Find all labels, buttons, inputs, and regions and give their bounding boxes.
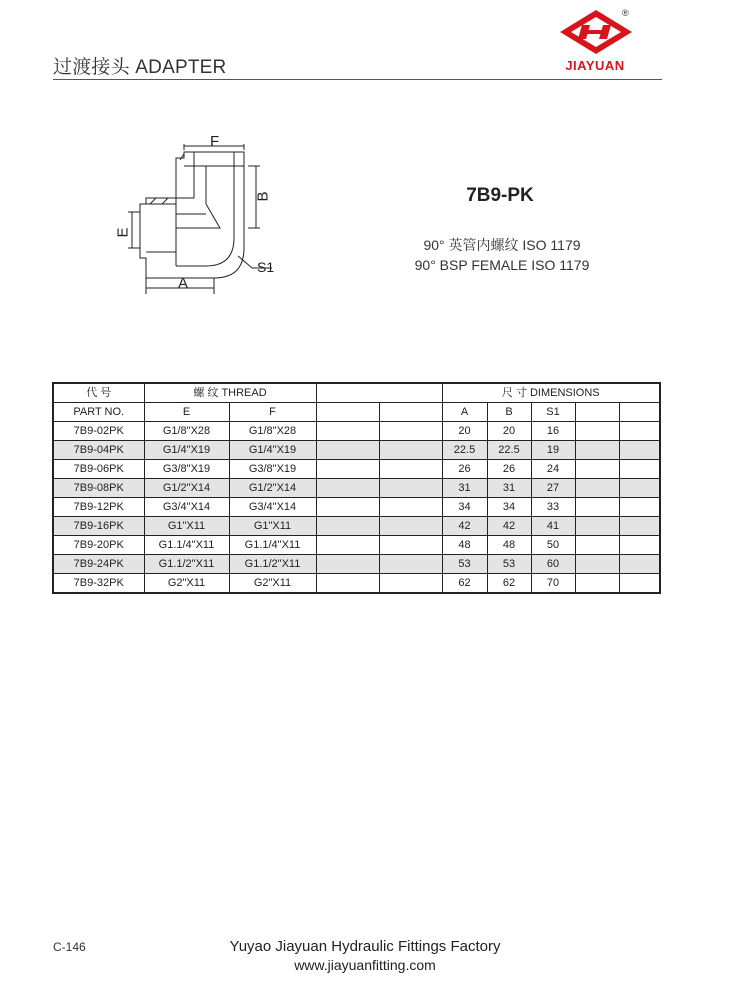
cell-empty [379, 498, 442, 517]
cell-f: G1/8"X28 [229, 422, 316, 441]
cell-f: G3/4"X14 [229, 498, 316, 517]
table-row [53, 517, 660, 536]
dimension-label-s1: S1 [257, 259, 275, 275]
company-website: www.jiayuanfitting.com [294, 957, 436, 973]
cell-empty [379, 517, 442, 536]
column-empty-3 [575, 403, 619, 422]
cell-part: 7B9-24PK [53, 555, 144, 574]
cell-e: G1.1/2"X11 [144, 555, 229, 574]
dimension-label-b: B [254, 191, 272, 202]
dimension-label-f: F [210, 133, 220, 150]
cell-s1: 19 [531, 441, 575, 460]
cell-empty [619, 574, 660, 594]
cell-part: 7B9-20PK [53, 536, 144, 555]
cell-empty [316, 422, 379, 441]
cell-empty [379, 422, 442, 441]
cell-s1: 60 [531, 555, 575, 574]
cell-empty [575, 574, 619, 594]
cell-empty [379, 460, 442, 479]
cell-empty [619, 536, 660, 555]
cell-s1: 27 [531, 479, 575, 498]
column-empty-1 [316, 403, 379, 422]
cell-b: 34 [487, 498, 531, 517]
cell-f: G1/2"X14 [229, 479, 316, 498]
cell-a: 26 [442, 460, 487, 479]
cell-empty [619, 460, 660, 479]
cell-a: 34 [442, 498, 487, 517]
cell-empty [316, 536, 379, 555]
brand-logo [556, 8, 636, 76]
cell-s1: 70 [531, 574, 575, 594]
cell-part: 7B9-16PK [53, 517, 144, 536]
page-number: C-146 [53, 940, 86, 954]
company-name: Yuyao Jiayuan Hydraulic Fittings Factory [229, 938, 501, 955]
table-row [53, 555, 660, 574]
cell-empty [575, 479, 619, 498]
cell-empty [619, 479, 660, 498]
cell-part: 7B9-06PK [53, 460, 144, 479]
cell-empty [379, 479, 442, 498]
table-row [53, 460, 660, 479]
cell-b: 26 [487, 460, 531, 479]
cell-b: 53 [487, 555, 531, 574]
cell-f: G3/8"X19 [229, 460, 316, 479]
column-s1: S1 [531, 403, 575, 422]
header-empty [316, 383, 442, 403]
column-empty-2 [379, 403, 442, 422]
cell-empty [316, 517, 379, 536]
cell-a: 22.5 [442, 441, 487, 460]
cell-part: 7B9-08PK [53, 479, 144, 498]
cell-empty [379, 441, 442, 460]
header-dimensions: 尺 寸 DIMENSIONS [442, 383, 660, 403]
cell-empty [575, 536, 619, 555]
cell-empty [575, 517, 619, 536]
cell-s1: 24 [531, 460, 575, 479]
column-e: E [144, 403, 229, 422]
cell-a: 20 [442, 422, 487, 441]
dimension-label-a: A [178, 275, 189, 292]
cell-empty [316, 555, 379, 574]
cell-part: 7B9-04PK [53, 441, 144, 460]
cell-empty [316, 479, 379, 498]
cell-e: G1/2"X14 [144, 479, 229, 498]
cell-empty [575, 498, 619, 517]
cell-b: 31 [487, 479, 531, 498]
cell-a: 53 [442, 555, 487, 574]
header-divider [53, 79, 662, 80]
header-thread: 螺 纹 THREAD [144, 383, 316, 403]
header-code: 代 号 [53, 383, 144, 403]
cell-b: 22.5 [487, 441, 531, 460]
cell-e: G2"X11 [144, 574, 229, 594]
product-model: 7B9-PK [466, 185, 534, 206]
column-b: B [487, 403, 531, 422]
cell-empty [379, 574, 442, 594]
cell-empty [619, 441, 660, 460]
cell-b: 62 [487, 574, 531, 594]
table-row [53, 422, 660, 441]
table-row [53, 498, 660, 517]
cell-empty [619, 498, 660, 517]
product-description-cn: 90° 英管内螺纹 ISO 1179 [423, 237, 581, 253]
table-header-row-2 [53, 403, 660, 422]
specification-table [52, 382, 661, 594]
cell-empty [575, 441, 619, 460]
table-row [53, 574, 660, 594]
cell-f: G1"X11 [229, 517, 316, 536]
cell-f: G1.1/4"X11 [229, 536, 316, 555]
cell-a: 42 [442, 517, 487, 536]
cell-f: G1/4"X19 [229, 441, 316, 460]
cell-f: G2"X11 [229, 574, 316, 594]
cell-b: 20 [487, 422, 531, 441]
cell-e: G1/8"X28 [144, 422, 229, 441]
cell-s1: 41 [531, 517, 575, 536]
brand-name: JIAYUAN [565, 58, 625, 73]
cell-b: 48 [487, 536, 531, 555]
column-a: A [442, 403, 487, 422]
elbow-fitting-drawing [110, 138, 280, 298]
cell-empty [575, 460, 619, 479]
cell-e: G3/4"X14 [144, 498, 229, 517]
product-description-en: 90° BSP FEMALE ISO 1179 [414, 257, 590, 273]
cell-s1: 33 [531, 498, 575, 517]
cell-empty [575, 422, 619, 441]
cell-e: G1.1/4"X11 [144, 536, 229, 555]
page-title: 过渡接头 ADAPTER [53, 57, 227, 78]
column-f: F [229, 403, 316, 422]
cell-f: G1.1/2"X11 [229, 555, 316, 574]
cell-part: 7B9-32PK [53, 574, 144, 594]
fitting-drawing [110, 133, 280, 298]
cell-s1: 16 [531, 422, 575, 441]
cell-part: 7B9-12PK [53, 498, 144, 517]
cell-empty [379, 536, 442, 555]
column-empty-4 [619, 403, 660, 422]
table-row [53, 536, 660, 555]
table-row [53, 479, 660, 498]
cell-part: 7B9-02PK [53, 422, 144, 441]
cell-empty [316, 460, 379, 479]
cell-empty [379, 555, 442, 574]
cell-a: 48 [442, 536, 487, 555]
cell-e: G3/8"X19 [144, 460, 229, 479]
table-row [53, 441, 660, 460]
cell-empty [619, 555, 660, 574]
dimension-label-e: E [114, 227, 132, 238]
cell-empty [316, 441, 379, 460]
cell-b: 42 [487, 517, 531, 536]
table-header-row-1 [53, 383, 660, 403]
registered-mark: ® [622, 8, 629, 18]
column-part-no: PART NO. [53, 403, 144, 422]
cell-empty [316, 574, 379, 594]
cell-e: G1/4"X19 [144, 441, 229, 460]
cell-e: G1"X11 [144, 517, 229, 536]
cell-s1: 50 [531, 536, 575, 555]
cell-empty [619, 422, 660, 441]
cell-a: 62 [442, 574, 487, 594]
cell-empty [575, 555, 619, 574]
cell-a: 31 [442, 479, 487, 498]
cell-empty [619, 517, 660, 536]
cell-empty [316, 498, 379, 517]
